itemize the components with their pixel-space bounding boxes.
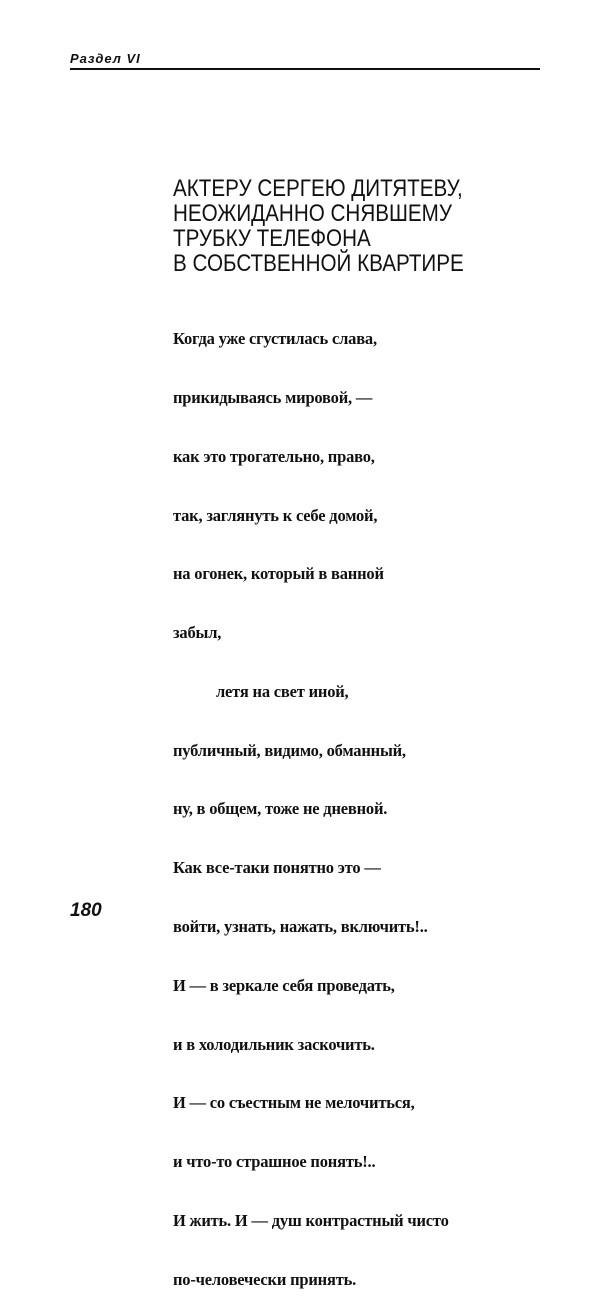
poem-line: Как все-таки понятно это — xyxy=(173,858,381,878)
poem-body xyxy=(173,290,449,1309)
poem-line: прикидываясь мировой, — xyxy=(173,387,373,407)
running-header: Раздел VI xyxy=(70,51,141,66)
title-line: НЕОЖИДАННО СНЯВШЕМУ xyxy=(173,200,452,227)
poem-line: И — со съестным не мелочиться, xyxy=(173,1093,415,1113)
poem-line: публичный, видимо, обманный, xyxy=(173,740,406,760)
header-rule xyxy=(70,68,540,70)
title-line: В СОБСТВЕННОЙ КВАРТИРЕ xyxy=(173,250,464,277)
poem-line: и в холодильник заскочить. xyxy=(173,1034,375,1054)
poem-line: по-человечески принять. xyxy=(173,1269,357,1289)
poem-line: войти, узнать, нажать, включить!.. xyxy=(173,917,428,936)
poem-line: летя на свет иной, xyxy=(216,681,349,701)
title-line: АКТЕРУ СЕРГЕЮ ДИТЯТЕВУ, xyxy=(173,175,463,202)
poem-line: И — в зеркале себя проведать, xyxy=(173,975,395,995)
poem-line: на огонек, который в ванной xyxy=(173,564,384,584)
poem-line: как это трогательно, право, xyxy=(173,446,375,466)
poem-line: ну, в общем, тоже не дневной. xyxy=(173,799,388,819)
poem-line: забыл, xyxy=(173,623,222,643)
poem-line: Когда уже сгустилась слава, xyxy=(173,329,377,349)
poem-line: так, заглянуть к себе домой, xyxy=(173,505,378,525)
title-line: ТРУБКУ ТЕЛЕФОНА xyxy=(173,225,371,252)
poem-line: и что-то страшное понять!.. xyxy=(173,1152,376,1172)
page-number: 180 xyxy=(70,900,102,921)
poem-line: И жить. И — душ контрастный чисто xyxy=(173,1210,449,1230)
poem-title xyxy=(173,176,464,276)
